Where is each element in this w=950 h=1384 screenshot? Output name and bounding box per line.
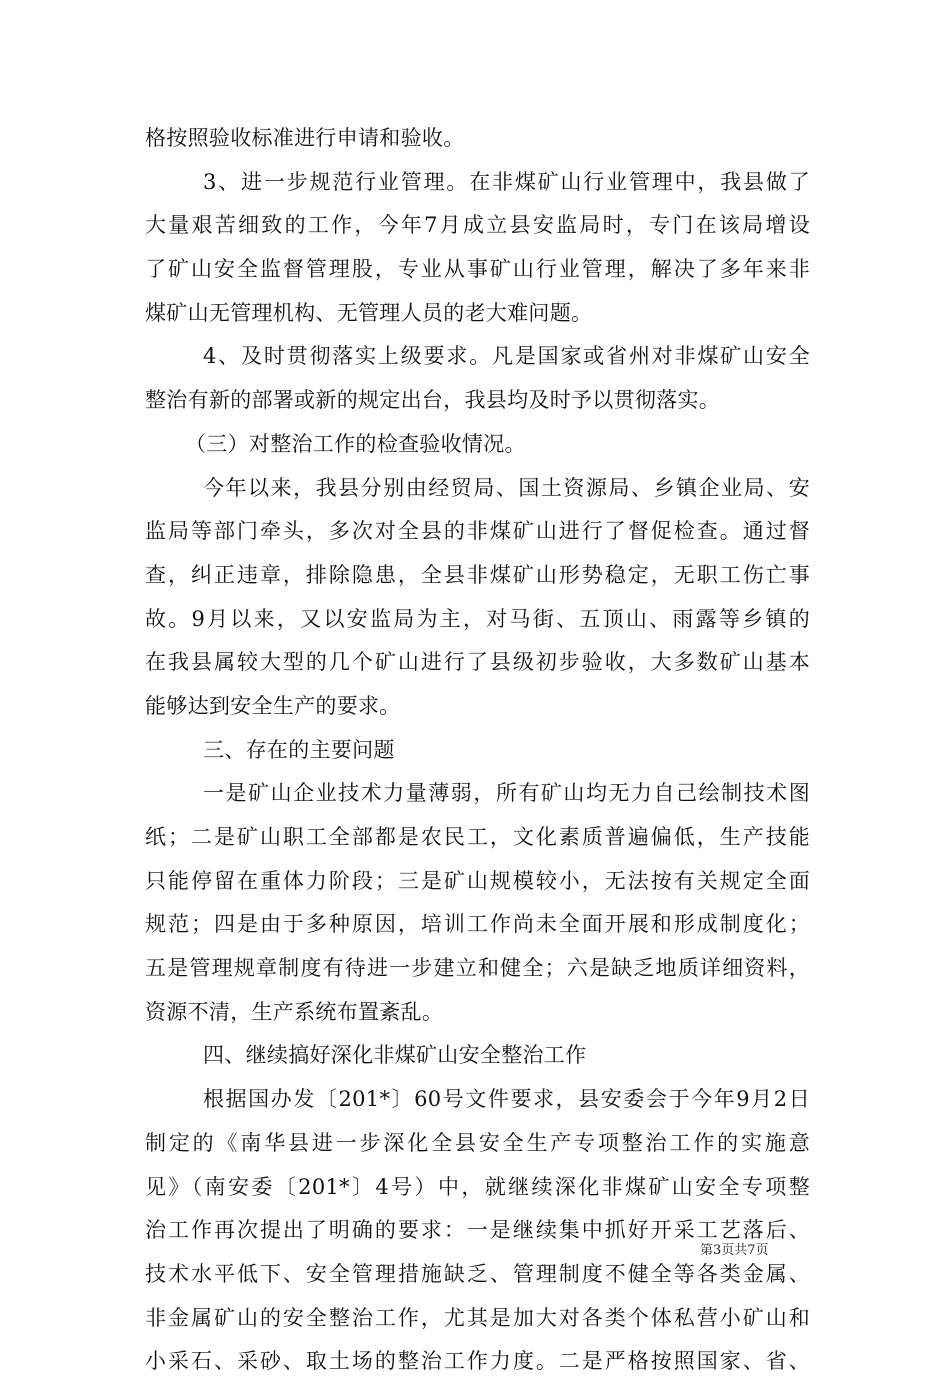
paragraph-line: 见》（南安委〔201*〕4号）中，就继续深化非煤矿山安全专项整 bbox=[145, 1174, 810, 1199]
paragraph-line: 在我县属较大型的几个矿山进行了县级初步验收，大多数矿山基本 bbox=[145, 650, 810, 675]
paragraph-line: 整治有新的部署或新的规定出台，我县均及时予以贯彻落实。 bbox=[145, 388, 721, 413]
paragraph-line: 一是矿山企业技术力量薄弱，所有矿山均无力自己绘制技术图 bbox=[203, 781, 810, 806]
paragraph-line: 治工作再次提出了明确的要求：一是继续集中抓好开采工艺落后、 bbox=[145, 1218, 810, 1243]
page-number: 第3页共7页 bbox=[700, 1243, 769, 1258]
section-heading: （三）对整治工作的检查验收情况。 bbox=[185, 431, 526, 456]
paragraph-line: 监局等部门牵头，多次对全县的非煤矿山进行了督促检查。通过督 bbox=[145, 519, 810, 544]
paragraph-line: 规范；四是由于多种原因，培训工作尚未全面开展和形成制度化； bbox=[145, 912, 810, 937]
paragraph-line: 查，纠正违章，排除隐患，全县非煤矿山形势稳定，无职工伤亡事 bbox=[145, 562, 810, 587]
paragraph-line: 小采石、采砂、取土场的整治工作力度。二是严格按照国家、省、 bbox=[145, 1349, 810, 1374]
paragraph-line: 煤矿山无管理机构、无管理人员的老大难问题。 bbox=[145, 300, 593, 325]
paragraph-line: 4、及时贯彻落实上级要求。凡是国家或省州对非煤矿山安全 bbox=[203, 344, 810, 369]
paragraph-line: 制定的《南华县进一步深化全县安全生产专项整治工作的实施意 bbox=[145, 1130, 810, 1155]
section-heading: 三、存在的主要问题 bbox=[203, 737, 395, 762]
paragraph-line: 能够达到安全生产的要求。 bbox=[145, 693, 401, 718]
paragraph-line: 故。9月以来，又以安监局为主，对马街、五顶山、雨露等乡镇的 bbox=[145, 606, 810, 631]
paragraph-line: 资源不清，生产系统布置紊乱。 bbox=[145, 999, 444, 1024]
paragraph-line: 今年以来，我县分别由经贸局、国土资源局、乡镇企业局、安 bbox=[203, 475, 810, 500]
paragraph-line: 3、进一步规范行业管理。在非煤矿山行业管理中，我县做了 bbox=[203, 169, 810, 194]
paragraph-line: 了矿山安全监督管理股，专业从事矿山行业管理，解决了多年来非 bbox=[145, 257, 810, 282]
paragraph-line: 根据国办发〔201*〕60号文件要求，县安委会于今年9月2日 bbox=[203, 1087, 810, 1112]
paragraph-line: 五是管理规章制度有待进一步建立和健全；六是缺乏地质详细资料， bbox=[145, 956, 810, 981]
paragraph-line: 大量艰苦细致的工作，今年7月成立县安监局时，专门在该局增设 bbox=[145, 213, 810, 238]
paragraph-line: 纸；二是矿山职工全部都是农民工，文化素质普遍偏低，生产技能 bbox=[145, 825, 810, 849]
body-text bbox=[145, 117, 810, 1384]
paragraph-line: 非金属矿山的安全整治工作，尤其是加大对各类个体私营小矿山和 bbox=[145, 1305, 810, 1330]
paragraph-line: 技术水平低下、安全管理措施缺乏、管理制度不健全等各类金属、 bbox=[145, 1261, 810, 1286]
paragraph-line: 只能停留在重体力阶段；三是矿山规模较小，无法按有关规定全面 bbox=[145, 868, 810, 893]
paragraph-line: 格按照验收标准进行申请和验收。 bbox=[145, 126, 465, 150]
section-heading: 四、继续搞好深化非煤矿山安全整治工作 bbox=[203, 1043, 587, 1068]
